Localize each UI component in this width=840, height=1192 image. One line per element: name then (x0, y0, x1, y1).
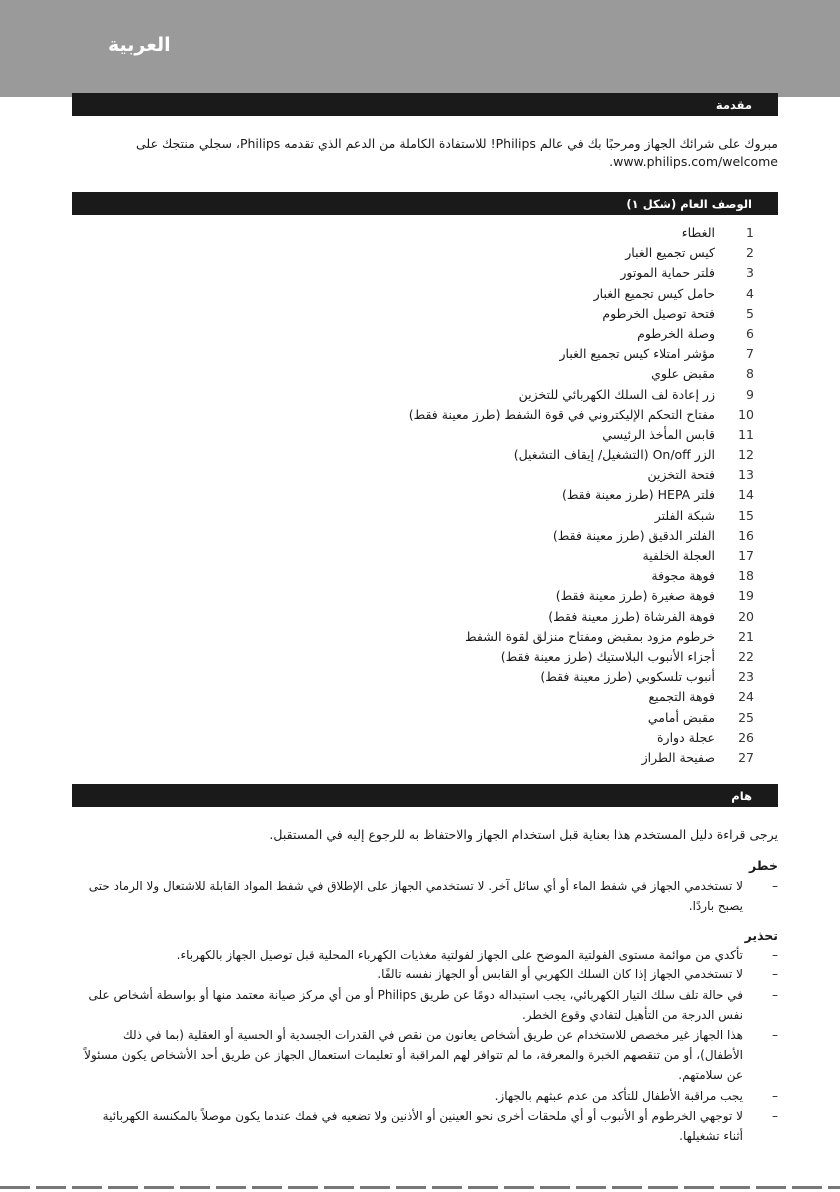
warning-text: تأكدي من موائمة مستوى الفولتية الموضح على الجهاز لفولتية مغذيات الكهرباء المحلية قبل توصيل الجهاز بالكهرباء. (176, 948, 743, 962)
part-item (72, 366, 778, 386)
part-item (72, 245, 778, 265)
part-label: فتحة التخزين (647, 467, 715, 483)
part-label: مفتاح التحكم الإليكتروني في قوة الشفط (طرز معينة فقط) (408, 406, 715, 422)
part-number: 18 (738, 568, 754, 584)
intro-text: مبروك على شرائك الجهاز ومرحبًا بك في عالم Philips! للاستفادة الكاملة من الدعم الذي تقدمه Philips، سجلي منتجك على (136, 136, 778, 151)
bullet-dash: – (772, 879, 778, 893)
part-number: 22 (738, 648, 754, 664)
danger-item (72, 876, 778, 916)
part-label: مقبض علوي (651, 366, 715, 382)
part-number: 15 (738, 507, 754, 523)
part-number: 9 (746, 386, 754, 402)
part-number: 6 (746, 325, 754, 341)
part-item (72, 447, 778, 467)
part-label: فلتر حماية الموتور (620, 265, 715, 281)
intro-heading: مقدمة (72, 93, 778, 116)
part-item (72, 710, 778, 730)
part-label: مؤشر امتلاء كيس تجميع الغبار (559, 346, 715, 362)
part-label: وصلة الخرطوم (637, 325, 715, 341)
part-label: أجزاء الأنبوب البلاستيك (طرز معينة فقط) (500, 648, 715, 664)
part-item (72, 286, 778, 306)
part-label: أنبوب تلسكوبي (طرز معينة فقط) (540, 669, 715, 685)
part-item (72, 508, 778, 528)
part-number: 1 (746, 225, 754, 240)
part-item (72, 669, 778, 689)
part-item (72, 568, 778, 588)
part-number: 5 (746, 305, 754, 321)
language-title: العربية (108, 34, 171, 56)
part-item (72, 407, 778, 427)
part-label: خرطوم مزود بمقبض ومفتاح منزلق لقوة الشفط (465, 628, 715, 644)
part-label: فوهة صغيرة (طرز معينة فقط) (555, 588, 715, 604)
warning-text: هذا الجهاز غير مخصص للاستخدام عن طريق أشخاص يعانون من نقص في القدرات الجسدية أو الحسية أو العقلية (بما في ذلك الأطفال)، أو من تنقصهم الخبرة والمعرفة، ما لم تتوافر لهم المراقبة أو تعليمات استعمال الجهاز عن طريق أحد الأشخاص يكون مسئولاً عن سلامتهم. (84, 1028, 743, 1082)
part-label: فوهة مجوفة (651, 568, 715, 584)
part-label: حامل كيس تجميع الغبار (593, 285, 715, 301)
part-item (72, 609, 778, 629)
part-label: زر إعادة لف السلك الكهربائي للتخزين (518, 386, 715, 402)
part-number: 2 (746, 245, 754, 261)
important-lead: يرجى قراءة دليل المستخدم هذا بعناية قبل استخدام الجهاز والاحتفاظ به للرجوع إليه في المستقبل. (269, 827, 778, 842)
part-label: صفيحة الطراز (641, 749, 715, 765)
part-label: فوهة الفرشاة (طرز معينة فقط) (548, 608, 715, 624)
part-label: الفلتر الدقيق (طرز معينة فقط) (552, 527, 715, 543)
part-item (72, 427, 778, 447)
part-number: 24 (738, 689, 754, 705)
warning-item (72, 1025, 778, 1085)
part-number: 13 (738, 467, 754, 483)
part-label: فوهة التجميع (648, 689, 715, 705)
part-number: 23 (738, 669, 754, 685)
part-item (72, 528, 778, 548)
part-item (72, 265, 778, 285)
header-band (0, 0, 840, 97)
part-item (72, 467, 778, 487)
part-label: مقبض أمامي (647, 709, 715, 725)
part-number: 3 (746, 265, 754, 281)
part-number: 4 (746, 285, 754, 301)
part-item (72, 629, 778, 649)
part-number: 26 (738, 729, 754, 745)
part-number: 10 (738, 406, 754, 422)
bullet-dash: – (772, 967, 778, 981)
bullet-dash: – (772, 988, 778, 1002)
warning-text: في حالة تلف سلك التيار الكهربائي، يجب استبداله دومًا عن طريق Philips أو من أي مركز صيانة معتمد منها أو بواسطة أشخاص على نفس الدرجة من التأهيل لتفادي وقوع الخطر. (88, 988, 743, 1022)
part-item (72, 649, 778, 669)
part-item (72, 588, 778, 608)
warning-text: لا توجهي الخرطوم أو الأنبوب أو أي ملحقات أخرى نحو العينين أو الأذنين ولا تضعيه في فمك عندما يكون موصلاً بالمكنسة الكهربائية أثناء تشغيلها. (102, 1109, 743, 1143)
part-number: 21 (738, 628, 754, 644)
part-label: عجلة دوارة (656, 729, 715, 745)
part-item (72, 346, 778, 366)
part-number: 8 (746, 366, 754, 382)
danger-heading: خطر (749, 858, 778, 873)
part-item (72, 730, 778, 750)
warning-item (72, 945, 778, 965)
part-number: 27 (738, 749, 754, 765)
warning-item (72, 1106, 778, 1146)
bullet-dash: – (772, 1089, 778, 1103)
part-label: قابس المأخذ الرئيسي (602, 426, 715, 442)
part-item (72, 548, 778, 568)
part-label: شبكة الفلتر (654, 507, 715, 523)
part-label: الغطاء (681, 225, 715, 240)
warning-heading: تحذير (744, 928, 778, 943)
part-item (72, 326, 778, 346)
part-number: 11 (738, 426, 754, 442)
warning-item (72, 964, 778, 984)
part-number: 7 (746, 346, 754, 362)
intro-url: .www.philips.com/welcome (609, 154, 778, 169)
part-item (72, 689, 778, 709)
part-label: العجلة الخلفية (642, 548, 715, 563)
part-number: 16 (738, 527, 754, 543)
page-bottom-rule (0, 1186, 840, 1189)
warning-text: لا تستخدمي الجهاز إذا كان السلك الكهربي أو القابس أو الجهاز نفسه تالفًا. (377, 967, 743, 981)
part-item (72, 225, 778, 245)
part-number: 17 (738, 548, 754, 563)
important-heading: هام (72, 784, 778, 807)
overview-heading: الوصف العام (شكل ١) (72, 192, 778, 215)
part-number: 14 (738, 487, 754, 503)
bullet-dash: – (772, 1028, 778, 1042)
part-number: 12 (738, 447, 754, 463)
bullet-dash: – (772, 1109, 778, 1123)
part-number: 25 (738, 709, 754, 725)
danger-text: لا تستخدمي الجهاز في شفط الماء أو أي سائل آخر. لا تستخدمي الجهاز على الإطلاق في شفط المواد القابلة للاشتعال ولا الرماد حتى يصبح باردًا. (88, 879, 743, 913)
parts-list (72, 225, 778, 770)
part-label: كيس تجميع الغبار (625, 245, 715, 261)
part-number: 19 (738, 588, 754, 604)
part-label: الزر On/off (التشغيل/ إيقاف التشغيل) (513, 447, 715, 463)
warning-item (72, 985, 778, 1025)
bullet-dash: – (772, 948, 778, 962)
part-number: 20 (738, 608, 754, 624)
part-label: فتحة توصيل الخرطوم (602, 305, 715, 321)
part-item (72, 750, 778, 770)
warning-item (72, 1086, 778, 1106)
warning-text: يجب مراقبة الأطفال للتأكد من عدم عبثهم بالجهاز. (494, 1089, 743, 1103)
part-label: فلتر HEPA (طرز معينة فقط) (561, 487, 715, 503)
part-item (72, 387, 778, 407)
part-item (72, 306, 778, 326)
part-item (72, 487, 778, 507)
